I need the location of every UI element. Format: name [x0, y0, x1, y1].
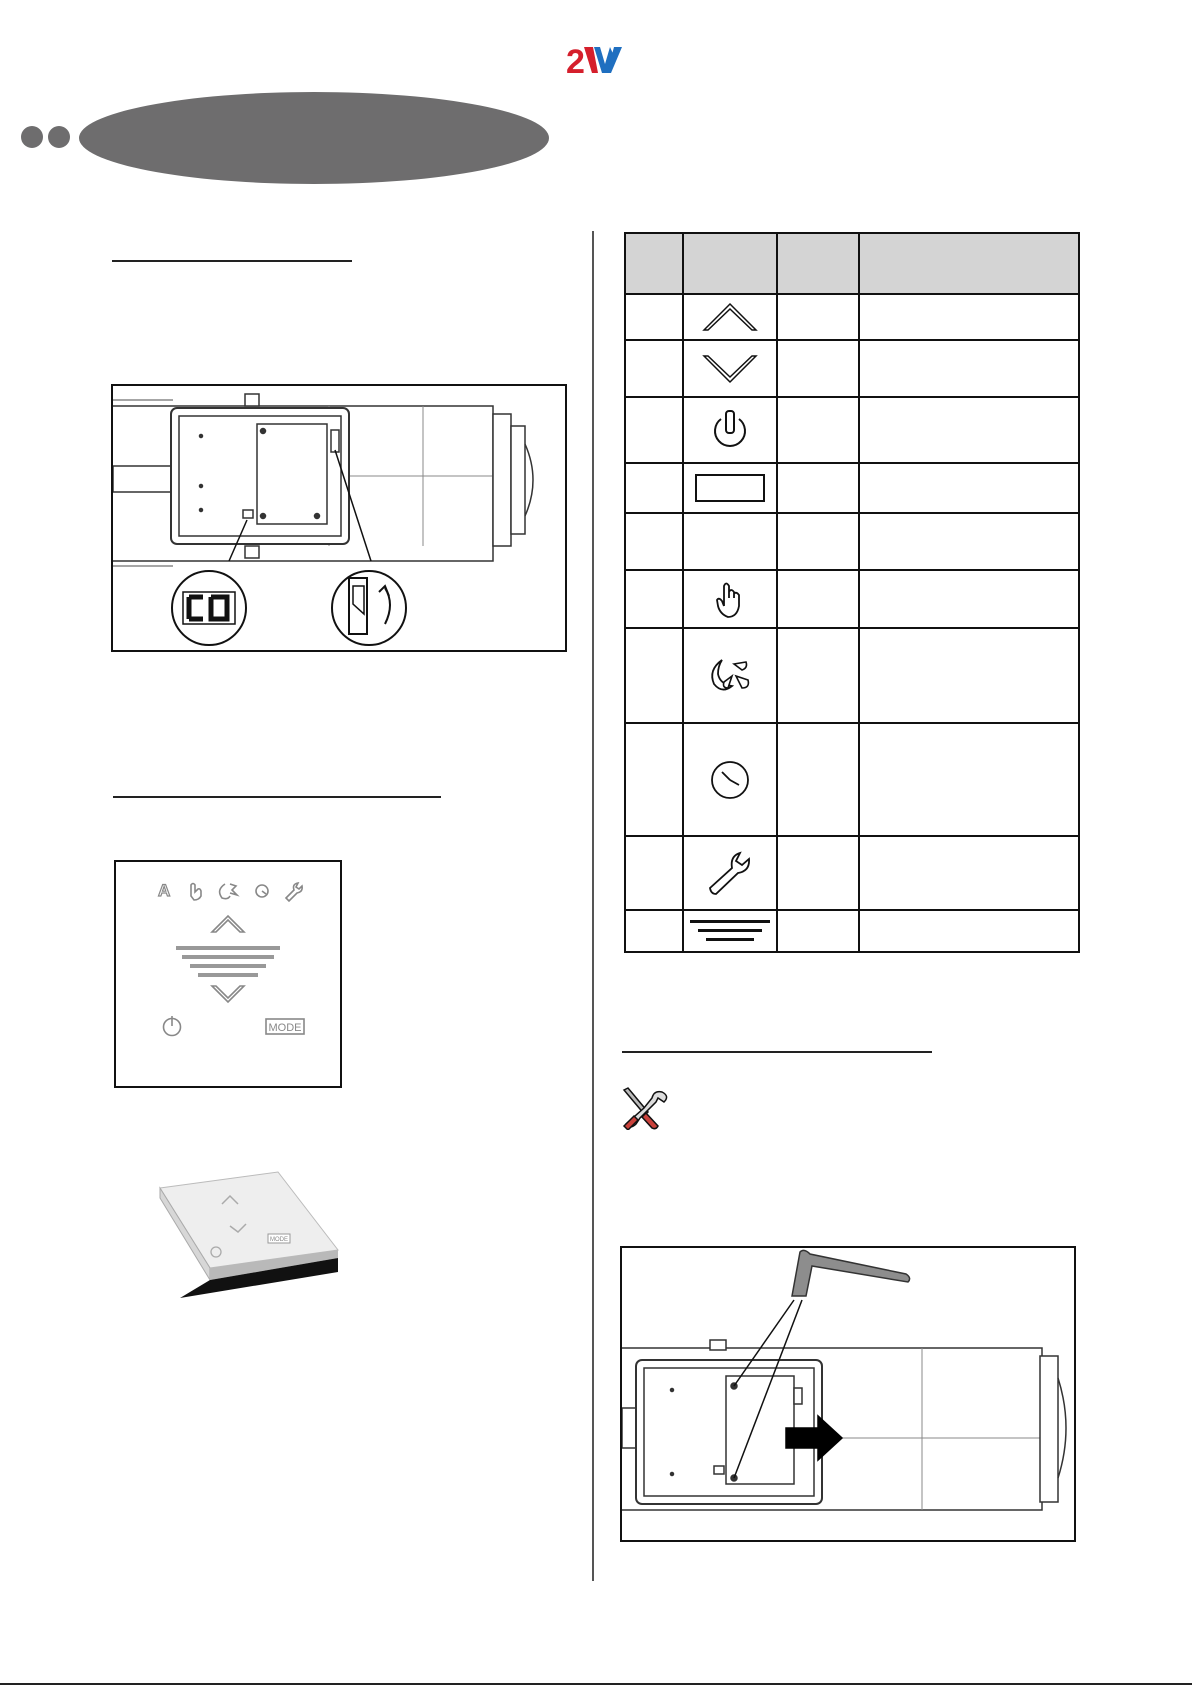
- table-row: [625, 463, 1079, 513]
- bullet-dot: [48, 126, 70, 148]
- table-header-cell: [625, 233, 683, 294]
- chevron-down-icon: [683, 340, 777, 397]
- mode-label: MODE: [268, 1022, 302, 1034]
- control-panel-photo: [150, 1168, 350, 1308]
- table-row: [625, 570, 1079, 628]
- hand-icon: [683, 570, 777, 628]
- table-row: [625, 628, 1079, 723]
- svg-text:A: A: [158, 881, 171, 900]
- wrench-icon: [683, 836, 777, 910]
- heading-underline: [622, 1051, 932, 1053]
- brand-logo: [566, 44, 626, 76]
- table-row: [625, 910, 1079, 952]
- key-function-table: [624, 232, 1080, 953]
- table-row: [625, 340, 1079, 397]
- table-row: [625, 294, 1079, 340]
- table-header-cell: [859, 233, 1079, 294]
- section-banner: [79, 92, 549, 184]
- heading-underline: [113, 796, 441, 798]
- power-icon: [683, 397, 777, 463]
- table-row: [625, 397, 1079, 463]
- table-row: [625, 836, 1079, 910]
- table-header-row: [625, 233, 1079, 294]
- table-row: [625, 513, 1079, 570]
- column-divider: [592, 231, 594, 1581]
- heading-underline: [112, 260, 352, 262]
- mode-box-icon: [683, 463, 777, 513]
- unit-top-view-figure: [111, 384, 567, 652]
- control-panel-figure: [114, 860, 342, 1088]
- clock-icon: [683, 723, 777, 836]
- svg-text:2: 2: [566, 44, 583, 76]
- bullet-dot: [21, 126, 43, 148]
- table-header-cell: [683, 233, 777, 294]
- moon-fan-icon: [683, 628, 777, 723]
- table-row: [625, 723, 1079, 836]
- table-header-cell: [777, 233, 859, 294]
- photo-mode-label: MODE: [270, 1237, 288, 1243]
- level-bars-icon: [683, 910, 777, 952]
- unit-hex-key-figure: [620, 1246, 1076, 1542]
- tools-icon: [618, 1086, 670, 1130]
- chevron-up-icon: [683, 294, 777, 340]
